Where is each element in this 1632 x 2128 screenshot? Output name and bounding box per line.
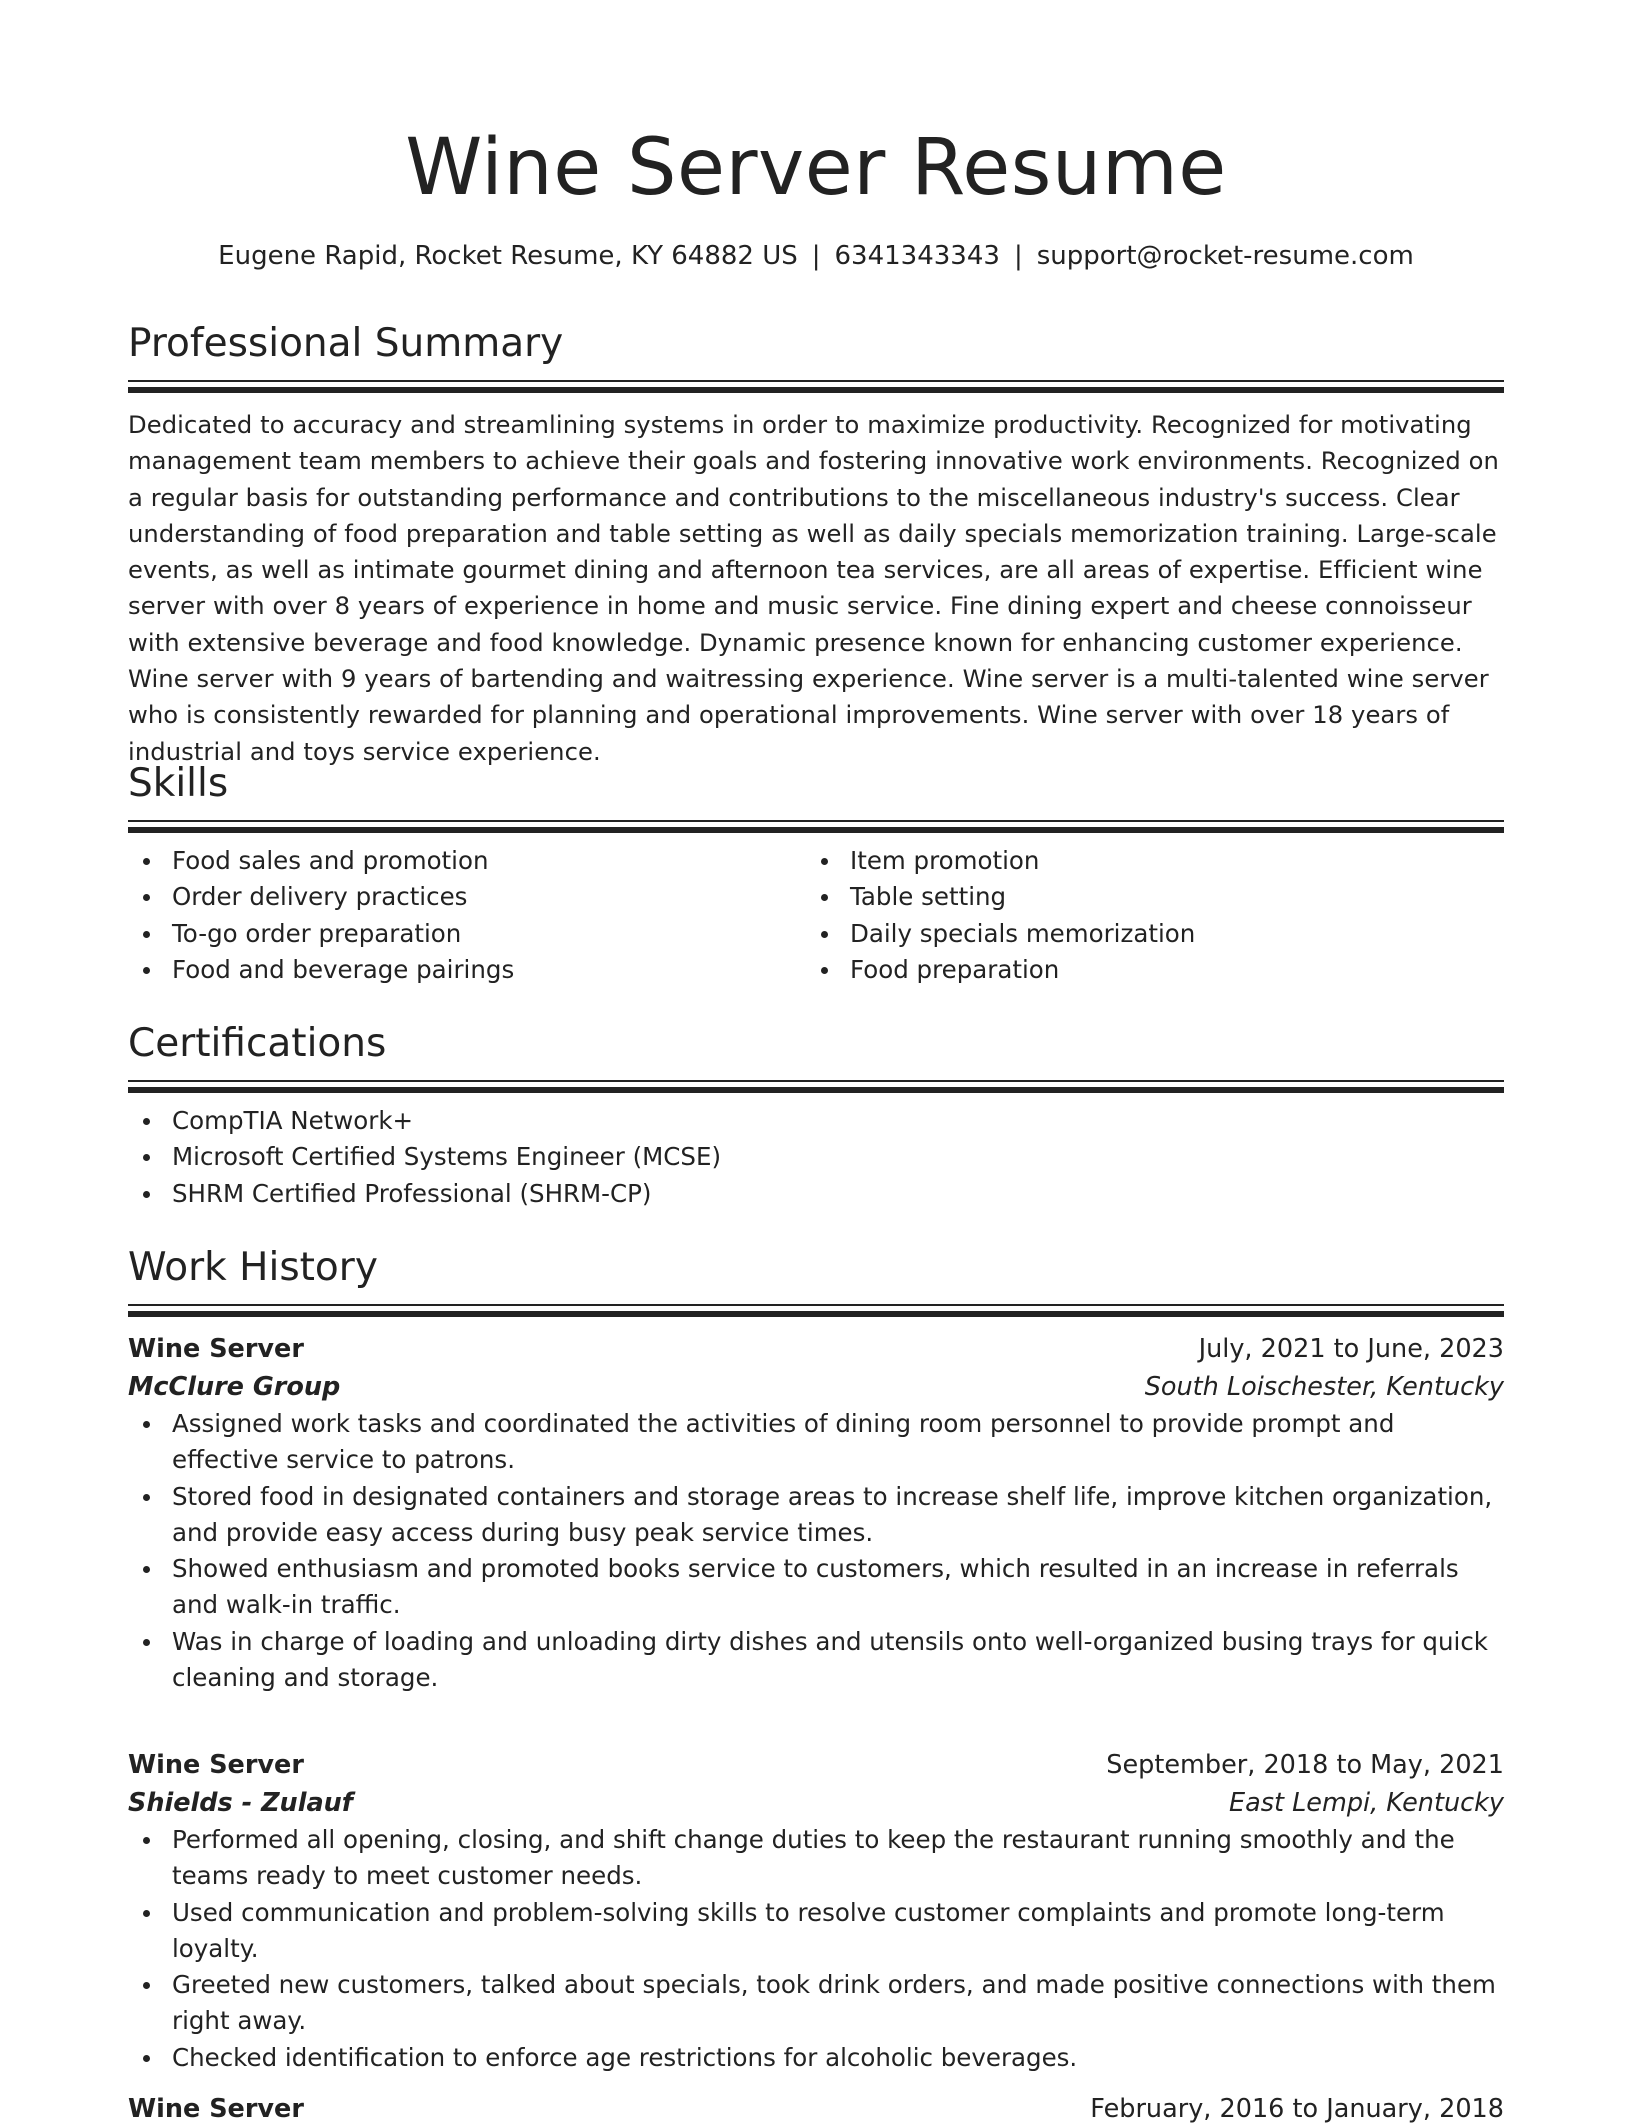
skills-section (128, 758, 1504, 988)
job-subheader (128, 1784, 1504, 1822)
job-bullet: Stored food in designated containers and storage areas to increase shelf life, improve kitchen organization, and provide easy access during busy peak service times. (128, 1479, 1504, 1552)
job-company: Shields - Zulauf (128, 1788, 353, 1818)
skill-item: Food sales and promotion (128, 843, 806, 879)
section-divider-thick (128, 1087, 1504, 1093)
contact-separator: | (1013, 241, 1023, 271)
section-divider-thick (128, 387, 1504, 393)
job-entry (128, 2090, 1504, 2128)
contact-email: support@rocket-resume.com (1036, 241, 1414, 271)
job-bullet: Greeted new customers, talked about specials, took drink orders, and made positive connections with them right away. (128, 1967, 1504, 2040)
job-dates: July, 2021 to June, 2023 (1198, 1334, 1504, 1364)
certification-item: CompTIA Network+ (128, 1103, 1504, 1139)
job-dates: February, 2016 to January, 2018 (1090, 2094, 1504, 2124)
skill-item: To-go order preparation (128, 916, 806, 952)
certifications-heading: Certifications (128, 1021, 387, 1066)
job-bullet: Used communication and problem-solving skills to resolve customer complaints and promote long-term loyalty. (128, 1895, 1504, 1968)
skills-heading: Skills (128, 761, 229, 806)
skill-item: Food preparation (806, 952, 1484, 988)
skill-item: Table setting (806, 879, 1484, 915)
certification-item: SHRM Certified Professional (SHRM-CP) (128, 1176, 1504, 1212)
section-divider-thick (128, 827, 1504, 833)
job-bullet: Assigned work tasks and coordinated the activities of dining room personnel to provide prompt and effective service to patrons. (128, 1406, 1504, 1479)
job-bullet: Checked identification to enforce age restrictions for alcoholic beverages. (128, 2040, 1504, 2076)
job-location: East Lempi, Kentucky (1228, 1788, 1504, 1818)
section-divider (128, 380, 1504, 382)
job-title: Wine Server (128, 1750, 304, 1780)
certification-item: Microsoft Certified Systems Engineer (MCSE) (128, 1139, 1504, 1175)
contact-phone: 6341343343 (834, 241, 1000, 271)
skills-column-left (128, 843, 806, 988)
job-header (128, 2090, 1504, 2128)
resume-title: Wine Server Resume (405, 123, 1227, 213)
summary-section (128, 318, 1504, 770)
section-divider (128, 820, 1504, 822)
certifications-section (128, 1018, 1504, 1212)
job-header (128, 1330, 1504, 1368)
work-history-heading: Work History (128, 1245, 378, 1290)
job-bullet: Showed enthusiasm and promoted books service to customers, which resulted in an increase in referrals and walk-in traffic. (128, 1551, 1504, 1624)
section-divider-thick (128, 1311, 1504, 1317)
job-entry (128, 1746, 1504, 2076)
job-bullet: Performed all opening, closing, and shift change duties to keep the restaurant running smoothly and the teams ready to meet customer needs. (128, 1822, 1504, 1895)
job-dates: September, 2018 to May, 2021 (1106, 1750, 1504, 1780)
contact-address: Eugene Rapid, Rocket Resume, KY 64882 US (218, 241, 798, 271)
job-subheader (128, 1368, 1504, 1406)
section-divider (128, 1304, 1504, 1306)
job-company: McClure Group (128, 1372, 341, 1402)
skill-item: Item promotion (806, 843, 1484, 879)
job-header (128, 1746, 1504, 1784)
job-bullet: Was in charge of loading and unloading dirty dishes and utensils onto well-organized busing trays for quick cleaning and storage. (128, 1624, 1504, 1697)
summary-heading: Professional Summary (128, 321, 564, 366)
contact-line (128, 238, 1504, 274)
skills-grid (128, 843, 1504, 988)
summary-text: Dedicated to accuracy and streamlining systems in order to maximize productivity. Recognized for motivating management team members to achieve their goals and fostering innovative work environments. Recognized on a regular basis for outstanding performance and contributions to the miscellaneous industry's success. Clear understanding of food preparation and table setting as well as daily specials memorization training. Large-scale events, as well as intimate gourmet dining and afternoon tea services, are all areas of expertise. Efficient wine server with over 8 years of experience in home and music service. Fine dining expert and cheese connoisseur with extensive beverage and food knowledge. Dynamic presence known for enhancing customer experience. Wine server with 9 years of bartending and waitressing experience. Wine server is a multi-talented wine server who is consistently rewarded for planning and operational improvements. Wine server with over 18 years of industrial and toys service experience. (128, 411, 1499, 766)
work-history-section (128, 1242, 1504, 1317)
job-location: South Loischester, Kentucky (1144, 1372, 1504, 1402)
contact-separator: | (811, 241, 821, 271)
job-title: Wine Server (128, 2094, 304, 2124)
skill-item: Daily specials memorization (806, 916, 1484, 952)
skill-item: Food and beverage pairings (128, 952, 806, 988)
skill-item: Order delivery practices (128, 879, 806, 915)
job-title: Wine Server (128, 1334, 304, 1364)
job-entry (128, 1330, 1504, 1696)
skills-column-right (806, 843, 1484, 988)
section-divider (128, 1080, 1504, 1082)
